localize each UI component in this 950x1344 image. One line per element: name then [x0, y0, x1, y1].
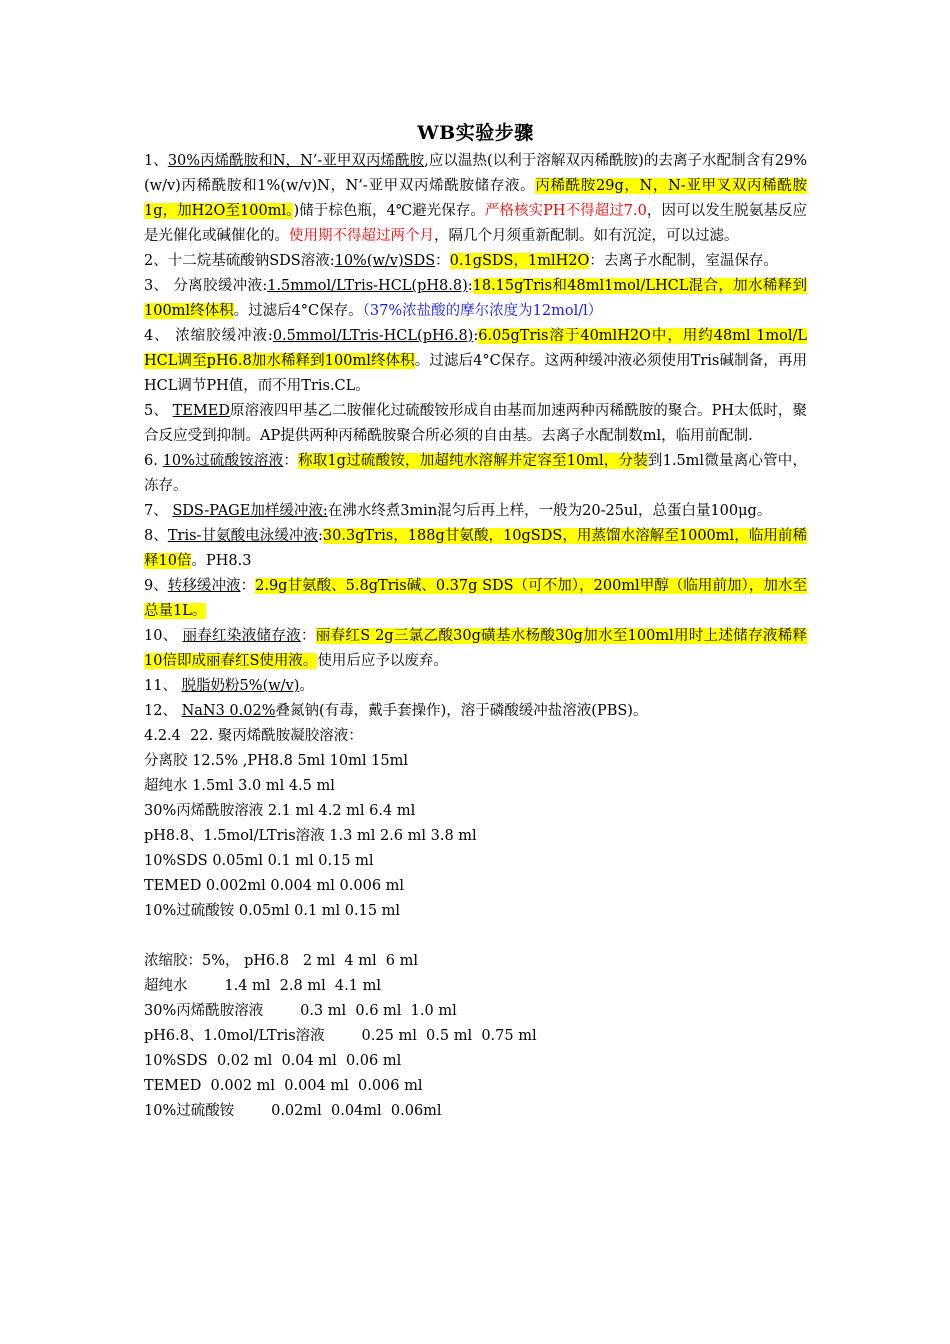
reagent-name: TEMED	[172, 403, 230, 419]
spacer	[144, 924, 807, 949]
highlighted-recipe: 丽春红S 2g三氯乙酸30g磺基水杨酸30g加水至100ml用时上述储存液稀释10倍即成丽春红S使用液。	[144, 628, 808, 669]
reagent-name: 转移缓冲液	[167, 578, 241, 594]
stacking-gel-row: pH6.8、1.0mol/LTris溶液 0.25 ml 0.5 ml 0.75 ml	[144, 1028, 537, 1044]
highlighted-recipe: 18.15gTris和48ml1mol/LHCL混合，加水稀释到100ml终体积	[144, 278, 807, 319]
step-5	[144, 399, 807, 449]
step-text: 。PH8.3	[191, 553, 252, 569]
blue-note: （37%浓盐酸的摩尔浓度为12mol/l）	[362, 303, 603, 319]
step-text: ,应以温热(以利于溶解双丙稀酰胺)的去离子水配制含有29%(w/v)丙稀酰胺和1%(w/v)N，N’-亚甲双丙烯酰胺储存液。	[144, 153, 807, 194]
step-text: 4、 浓缩胶缓冲液:	[144, 328, 273, 344]
stacking-gel-list	[144, 949, 807, 1124]
highlighted-recipe: 0.1gSDS，1mlH2O	[449, 253, 590, 269]
step-number: 7、	[144, 503, 173, 519]
separating-gel-row: 30%丙烯酰胺溶液 2.1 ml 4.2 ml 6.4 ml	[144, 803, 416, 819]
step-12	[144, 699, 807, 724]
stacking-gel-row: 30%丙烯酰胺溶液 0.3 ml 0.6 ml 1.0 ml	[144, 1003, 457, 1019]
step-number: 5、	[144, 403, 173, 419]
separating-gel-row: 超纯水 1.5ml 3.0 ml 4.5 ml	[144, 778, 335, 794]
separating-gel-list	[144, 749, 807, 924]
separating-gel-row: 10%过硫酸铵 0.05ml 0.1 ml 0.15 ml	[144, 903, 401, 919]
step-number: 11、	[144, 678, 182, 694]
highlighted-recipe: 2.9g甘氨酸、5.8gTris碱、0.37g SDS（可不加），200ml甲醇（临用前加），加水至总量1L。	[144, 578, 807, 619]
step-9	[144, 574, 807, 624]
document-page	[144, 118, 807, 1124]
step-text: 到1.5ml微量离心管中，冻存。	[144, 453, 808, 494]
reagent-name: 脱脂奶粉5%(w/v)	[181, 678, 300, 694]
step-text: 在沸水终煮3min混匀后再上样，一般为20-25ul，总蛋白量100μg。	[327, 503, 772, 519]
reagent-name: 10%(w/v)SDS	[334, 253, 436, 269]
highlighted-recipe: 称取1g过硫酸铵，加超纯水溶解并定容至10ml，分装	[298, 453, 648, 469]
stacking-gel-row: 10%过硫酸铵 0.02ml 0.04ml 0.06ml	[144, 1103, 442, 1119]
highlighted-recipe: 6.05gTris溶于40mlH2O中，用约48ml 1mol/L HCL调至pH6.8加水稀释到100ml终体积	[144, 328, 807, 369]
step-number: 1、	[144, 153, 168, 169]
step-number: 10、	[144, 628, 183, 644]
reagent-name: NaN3 0.02%	[181, 703, 276, 719]
step-text: ：	[240, 578, 256, 594]
stacking-gel-row: 10%SDS 0.02 ml 0.04 ml 0.06 ml	[144, 1053, 402, 1069]
step-text: 原溶液四甲基乙二胺催化过硫酸铵形成自由基而加速两种丙稀酰胺的聚合。PH太低时，聚合反应受到抑制。AP提供两种丙稀酰胺聚合所必须的自由基。去离子水配制数ml，临用前配制.	[144, 403, 807, 444]
step-number: 12、	[144, 703, 182, 719]
step-text: 。过滤后4°C保存。	[233, 303, 363, 319]
step-text: 使用后应予以废弃。	[317, 653, 448, 669]
separating-gel-row: 分离胶 12.5% ,PH8.8 5ml 10ml 15ml	[144, 753, 408, 769]
step-text: )储于棕色瓶，4℃避光保存。	[293, 203, 485, 219]
reagent-name: 30%丙烯酰胺和N，N’-亚甲双丙烯酰胺	[167, 153, 425, 169]
step-text: 3、 分离胶缓冲液:	[144, 278, 268, 294]
step-11	[144, 674, 807, 699]
step-text: ：	[435, 253, 450, 269]
step-text: :	[318, 528, 323, 544]
step-3	[144, 274, 807, 324]
red-warning: 使用期不得超过两个月	[289, 228, 434, 244]
step-number: 8、	[144, 528, 168, 544]
highlighted-recipe: 30.3gTris，188g甘氨酸，10gSDS，用蒸馏水溶解至1000ml，临用前稀释10倍	[144, 528, 807, 569]
step-text: :	[467, 278, 473, 294]
gel-section-heading: 4.2.4 22. 聚丙烯酰胺凝胶溶液：	[144, 728, 363, 744]
step-7	[144, 499, 807, 524]
step-text: ：	[283, 453, 299, 469]
separating-gel-row: 10%SDS 0.05ml 0.1 ml 0.15 ml	[144, 853, 374, 869]
red-warning: 严格核实PH不得超过7.0	[484, 203, 647, 219]
reagent-name: SDS-PAGE加样缓冲液:	[172, 503, 328, 519]
step-text: ：	[300, 628, 316, 644]
step-text: ，隔几个月须重新配制。如有沉淀，可以过滤。	[434, 228, 739, 244]
step-text: ，因可以发生脱氨基反应是光催化或碱催化的。	[144, 203, 808, 244]
step-4	[144, 324, 807, 399]
step-6	[144, 449, 807, 499]
step-10	[144, 624, 807, 674]
step-text: :	[473, 328, 479, 344]
step-text: 叠氮钠(有毒，戴手套操作)，溶于磷酸缓冲盐溶液(PBS)。	[275, 703, 648, 719]
step-2	[144, 249, 807, 274]
step-number: 6.	[144, 453, 163, 469]
stacking-gel-row: 超纯水 1.4 ml 2.8 ml 4.1 ml	[144, 978, 381, 994]
reagent-name: Tris-甘氨酸电泳缓冲液	[167, 528, 319, 544]
document-title: WB实验步骤	[417, 122, 534, 144]
step-1	[144, 149, 807, 249]
highlighted-recipe: 丙稀酰胺29g，N，N-亚甲叉双丙稀酰胺1g，加H2O至100ml。	[144, 178, 807, 219]
separating-gel-row: TEMED 0.002ml 0.004 ml 0.006 ml	[144, 878, 405, 894]
stacking-gel-row: 浓缩胶：5%， pH6.8 2 ml 4 ml 6 ml	[144, 953, 419, 969]
step-text: 。	[299, 678, 314, 694]
reagent-name: 0.5mmol/LTris-HCL(pH6.8)	[272, 328, 474, 344]
step-number: 9、	[144, 578, 168, 594]
step-text: 2、十二烷基硫酸钠SDS溶液:	[144, 253, 335, 269]
reagent-name: 丽春红染液储存液	[182, 628, 301, 644]
reagent-name: 10%过硫酸铵溶液	[162, 453, 284, 469]
separating-gel-row: pH8.8、1.5mol/LTris溶液 1.3 ml 2.6 ml 3.8 ml	[144, 828, 477, 844]
step-text: ：去离子水配制，室温保存。	[589, 253, 778, 269]
stacking-gel-row: TEMED 0.002 ml 0.004 ml 0.006 ml	[144, 1078, 423, 1094]
step-text: 。过滤后4°C保存。这两种缓冲液必须使用Tris碱制备，再用HCL调节PH值，而不用Tris.CL。	[144, 353, 807, 394]
reagent-name: 1.5mmol/LTris-HCL(pH8.8)	[267, 278, 468, 294]
step-8	[144, 524, 807, 574]
